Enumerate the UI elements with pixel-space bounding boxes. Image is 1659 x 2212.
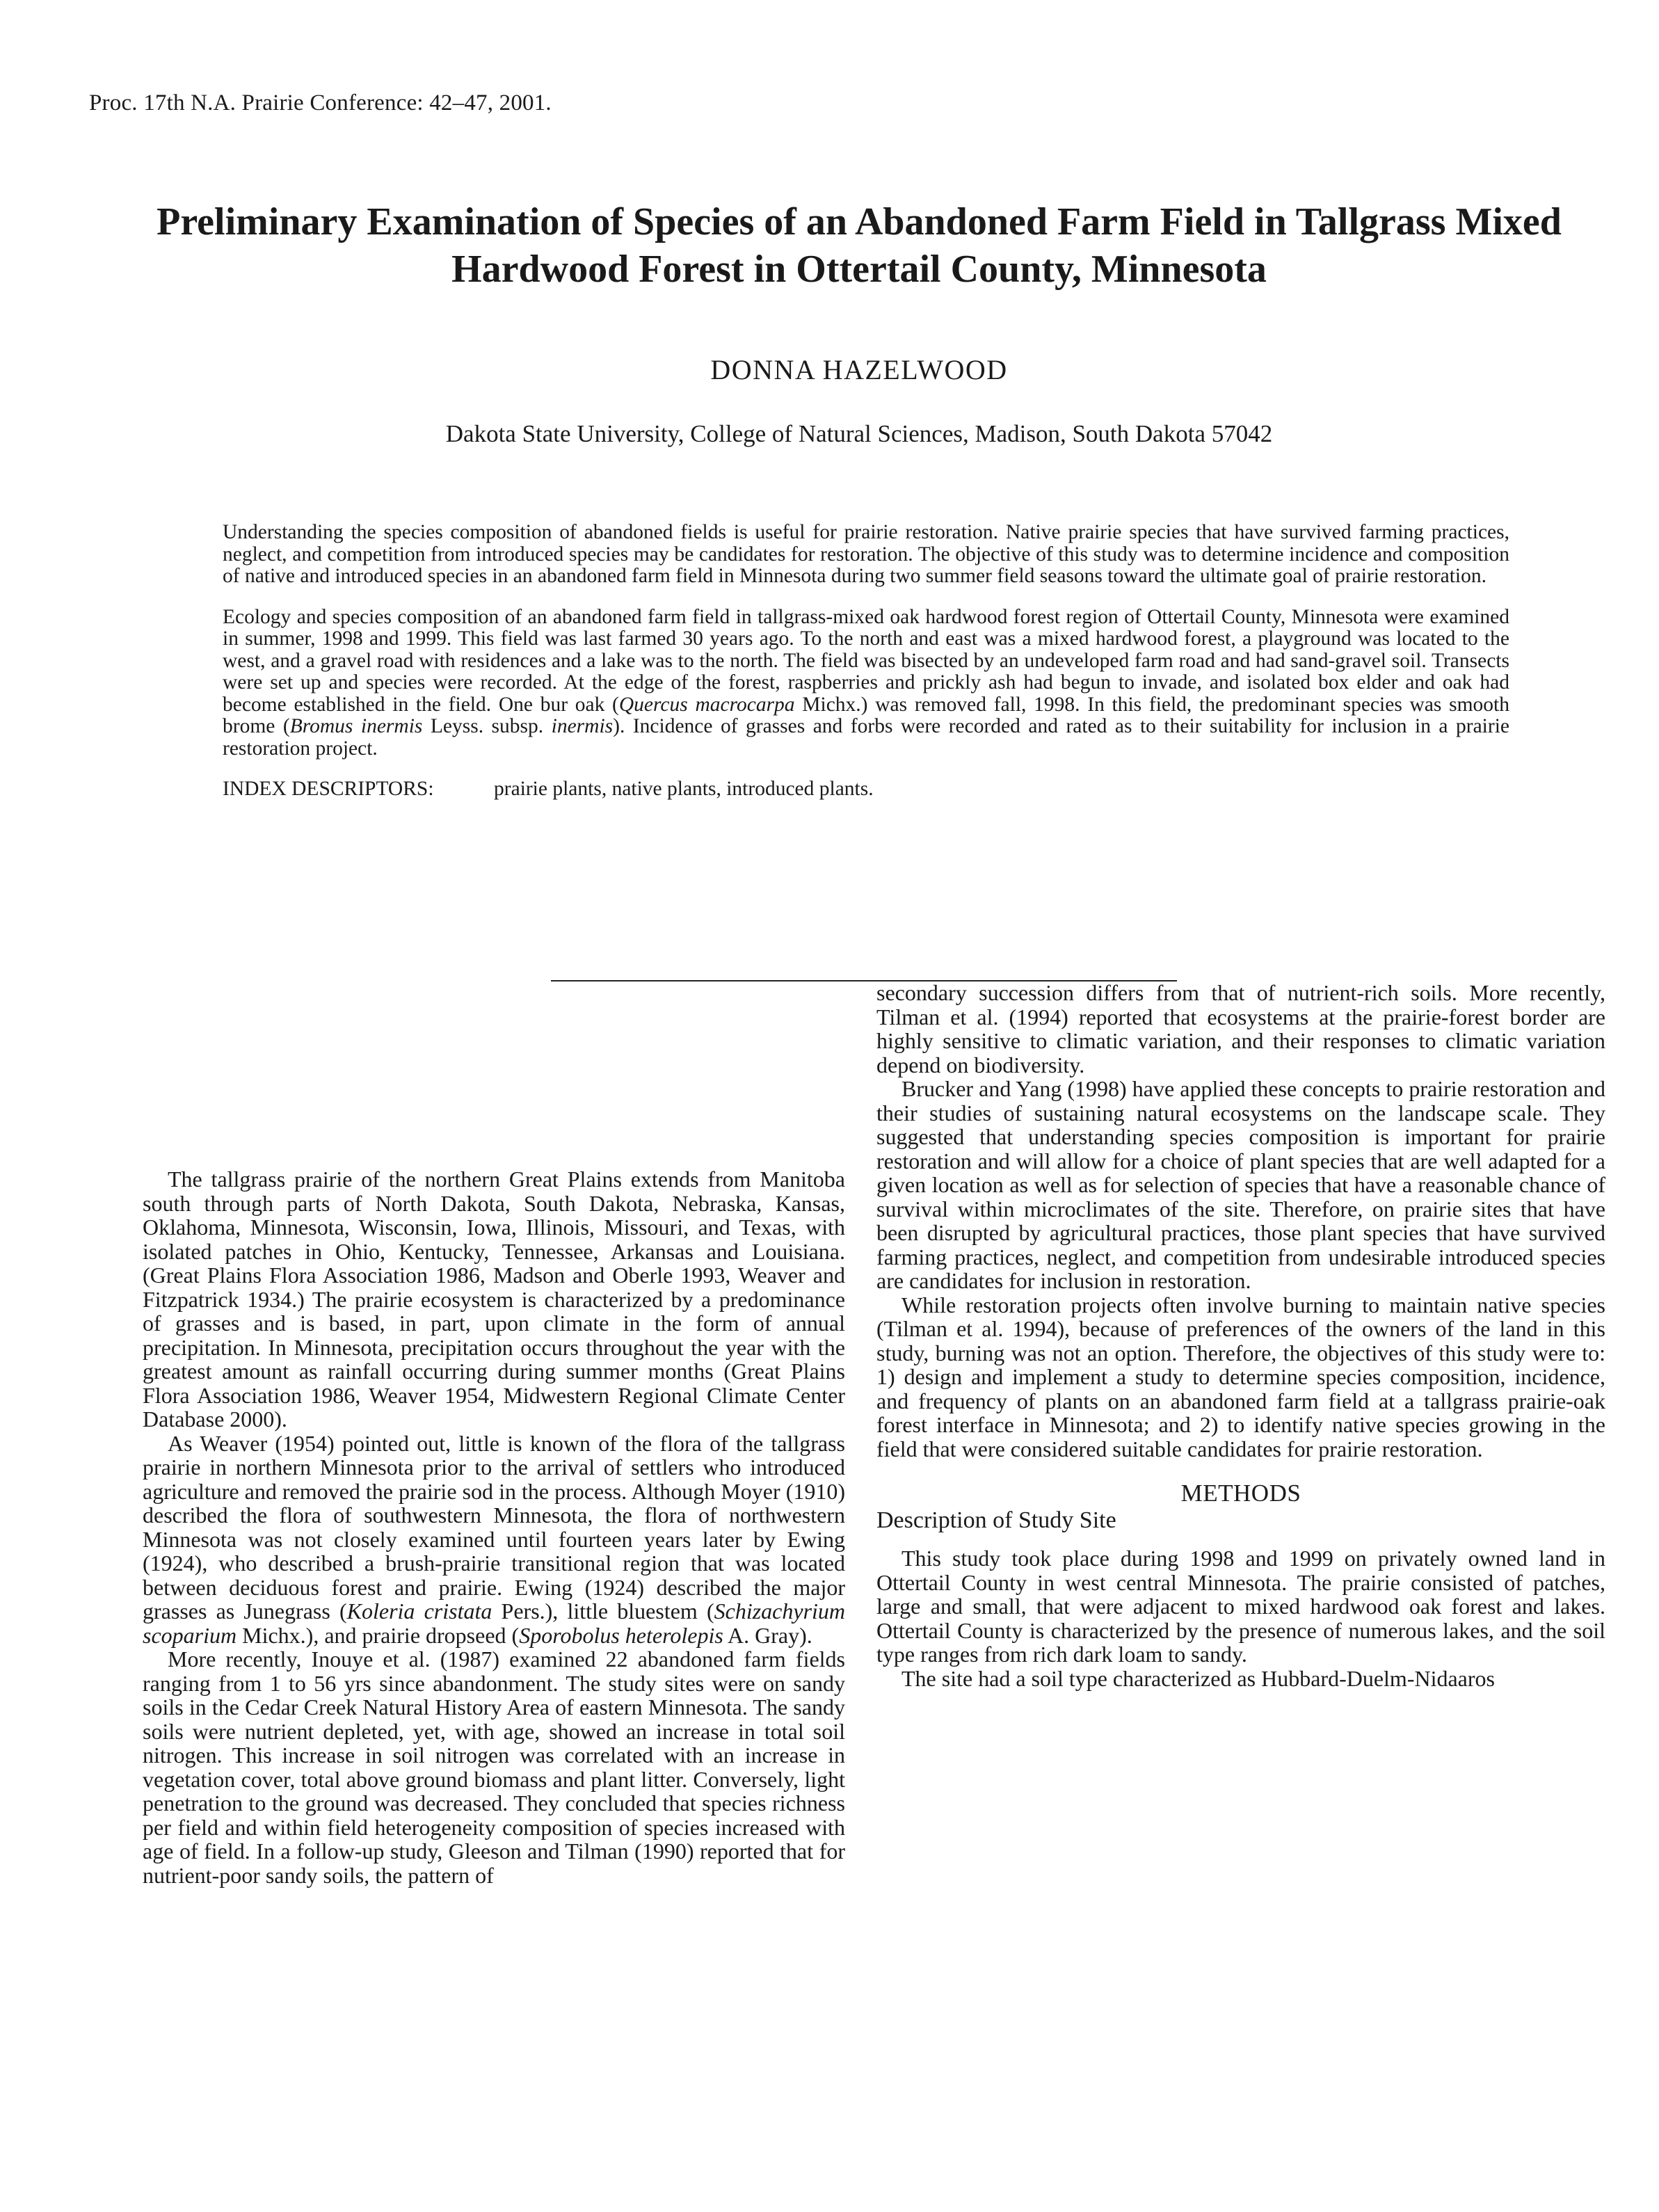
- study-site-heading: Description of Study Site: [876, 1507, 1116, 1533]
- author-affiliation: Dakota State University, College of Natural Sciences, Madison, South Dakota 57042: [445, 420, 1273, 447]
- body-paragraph: More recently, Inouye et al. (1987) examined 22 abandoned farm fields ranging from 1 to 56 yrs since abandonment. The study sites were on sandy soils in the Cedar Creek Natural History Area of eastern Minnesota. The sandy soils were nutrient depleted, yet, with age, showed an increase in total soil nitrogen. This increase in soil nitrogen was correlated with an increase in vegetation cover, total above ground biomass and plant litter. Conversely, light penetration to the ground was decreased. They concluded that species richness per field and within field heterogeneity composition of species increased with age of field. In a follow-up study, Gleeson and Tilman (1990) reported that for nutrient-poor sandy soils, the pattern of: [143, 1646, 845, 1888]
- body-left-column: [143, 1167, 845, 1887]
- abstract-paragraph-1: Understanding the species composition of abandoned fields is useful for prairie restoration. Native prairie species that have survived farming practices, neglect, and competition from introduced species may be candidates for restoration. The objective of this study was to determine incidence and composition of native and introduced species in an abandoned farm field in Minnesota during two summer field seasons toward the ultimate goal of prairie restoration.: [223, 521, 1509, 587]
- paper-title: [104, 198, 1614, 293]
- body-paragraph: As Weaver (1954) pointed out, little is known of the flora of the tallgrass prairie in northern Minnesota prior to the arrival of settlers who introduced agriculture and removed the prairie sod in the process. Although Moyer (1910) described the flora of southwestern Minnesota, the flora of northwestern Minnesota was not closely examined until fourteen years later by Ewing (1924), who described a brush-prairie transitional region that was located between deciduous forest and prairie. Ewing (1924) described the major grasses as Junegrass (Koleria cristata Pers.), little bluestem (Schizachyrium scoparium Michx.), and prairie dropseed (Sporobolus heterolepis A. Gray).: [143, 1430, 846, 1648]
- body-paragraph: This study took place during 1998 and 1999 on privately owned land in Ottertail County in west central Minnesota. The prairie consisted of patches, large and small, that were adjacent to mixed hardwood oak forest and lakes. Ottertail County is characterized by the presence of numerous lakes, and the soil type ranges from rich dark loam to sandy.: [876, 1546, 1605, 1667]
- species-name: inermis: [551, 715, 614, 737]
- species-name: Bromus inermis: [289, 715, 423, 737]
- species-name: Schizachyrium scoparium: [143, 1598, 846, 1648]
- body-paragraph: secondary succession differs from that of nutrient-rich soils. More recently, Tilman et al. (1994) reported that ecosystems at the prairie-forest border are highly sensitive to climatic variation, and their responses to climatic variation depend on biodiversity.: [876, 980, 1605, 1077]
- body-paragraph: The site had a soil type characterized as Hubbard-Duelm-Nidaaros: [901, 1665, 1495, 1691]
- running-header: Proc. 17th N.A. Prairie Conference: 42–47, 2001.: [89, 90, 552, 115]
- body-paragraph: While restoration projects often involve burning to maintain native species (Tilman et al. 1994), because of preferences of the owners of the land in this study, burning was not an option. Therefore, the objectives of this study were to: 1) design and implement a study to determine species composition, incidence, and frequency of plants on an abandoned farm field at a tallgrass prairie-oak forest interface in Minnesota; and 2) to identify native species growing in the field that were considered suitable candidates for prairie restoration.: [876, 1292, 1605, 1461]
- index-descriptors-label: INDEX DESCRIPTORS:: [223, 778, 434, 800]
- title-line-2: Hardwood Forest in Ottertail County, Minnesota: [451, 248, 1267, 291]
- index-descriptors-value: prairie plants, native plants, introduced plants.: [494, 778, 874, 800]
- species-name: Quercus macrocarpa: [618, 693, 795, 716]
- index-descriptors: [223, 778, 1509, 801]
- abstract: [223, 522, 1509, 801]
- body-paragraph: Brucker and Yang (1998) have applied these concepts to prairie restoration and their studies of sustaining natural ecosystems on the landscape scale. They suggested that understanding species composition is important for prairie restoration and will allow for a choice of plant species that are well adapted for a given location as well as for selection of species that have a reasonable chance of survival within microclimates of the site. Therefore, on prairie sites that have been disrupted by agricultural practices, those plant species that have survived farming practices, neglect, and competition from undesirable introduced species are candidates for inclusion in restoration.: [876, 1076, 1605, 1293]
- body-right-column: [876, 981, 1605, 1690]
- author-name: DONNA HAZELWOOD: [710, 354, 1008, 385]
- methods-heading: METHODS: [1180, 1480, 1301, 1507]
- species-name: Sporobolus heterolepis: [519, 1622, 723, 1648]
- body-paragraph: The tallgrass prairie of the northern Great Plains extends from Manitoba south through parts of North Dakota, South Dakota, Nebraska, Kansas, Oklahoma, Minnesota, Wisconsin, Iowa, Illinois, Missouri, and Texas, with isolated patches in Ohio, Kentucky, Tennessee, Arkansas and Louisiana. (Great Plains Flora Association 1986, Madson and Oberle 1993, Weaver and Fitzpatrick 1934.) The prairie ecosystem is characterized by a predominance of grasses and is based, in part, upon climate in the form of annual precipitation. In Minnesota, precipitation occurs throughout the year with the greatest amount as rainfall occurring during summer months (Great Plains Flora Association 1986, Weaver 1954, Midwestern Regional Climate Center Database 2000).: [143, 1167, 845, 1432]
- species-name: Koleria cristata: [346, 1598, 492, 1624]
- abstract-paragraph-2: Ecology and species composition of an abandoned farm field in tallgrass-mixed oak hardwood forest region of Ottertail County, Minnesota were examined in summer, 1998 and 1999. This field was last farmed 30 years ago. To the north and east was a mixed hardwood forest, a playground was located to the west, and a gravel road with residences and a lake was to the north. The field was bisected by an undeveloped farm road and had sand-gravel soil. Transects were set up and species were recorded. At the edge of the forest, raspberries and prickly ash had begun to invade, and isolated box elder and oak had become established in the field. One bur oak (Quercus macrocarpa Michx.) was removed fall, 1998. In this field, the predominant species was smooth brome (Bromus inermis Leyss. subsp. inermis). Incidence of grasses and forbs were recorded and rated as to their suitability for inclusion in a prairie restoration project.: [223, 605, 1509, 760]
- title-line-1: Preliminary Examination of Species of an Abandoned Farm Field in Tallgrass Mixed: [157, 200, 1562, 243]
